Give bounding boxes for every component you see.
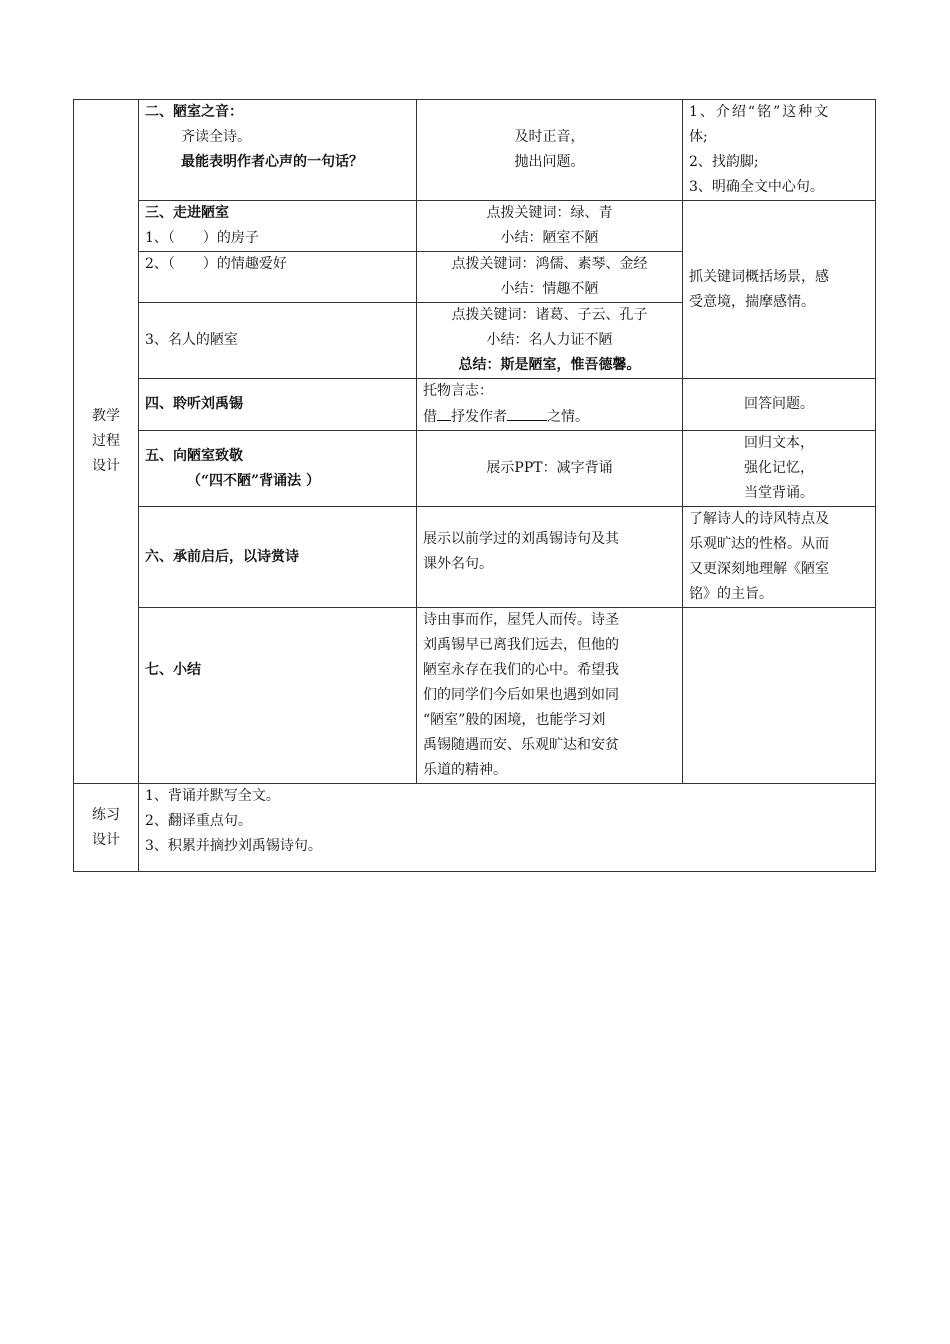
section-3-intent: [683, 201, 876, 379]
method-line: 陋室永存在我们的心中。希望我: [423, 662, 619, 678]
method-line: 展示PPT：减字背诵: [486, 460, 613, 476]
practice-content: [139, 784, 876, 872]
intent-line: 回答问题。: [744, 396, 814, 412]
method-line: 抛出问题。: [514, 154, 585, 170]
method-line: 托物言志：: [423, 383, 493, 399]
label-line: 练习: [92, 806, 120, 823]
section-3-summary: 总结：斯是陋室，惟吾德馨。: [458, 357, 641, 373]
section-5-intent: [683, 431, 876, 507]
intent-line: 当堂背诵。: [744, 485, 814, 501]
method-line: 小结：情趣不陋: [500, 281, 599, 297]
section-5-row: [74, 431, 876, 507]
intent-line: 体;: [689, 129, 708, 145]
section-7-content: [139, 608, 417, 784]
section-4-title: 四、聆听刘禹锡: [145, 396, 243, 412]
method-line: 点拨关键词：绿、青: [486, 205, 613, 221]
method-line: 刘禹锡早已离我们远去，但他的: [423, 637, 619, 653]
intent-line: 了解诗人的诗风特点及: [689, 511, 829, 527]
section-2-method: [417, 100, 683, 201]
intent-line: 2、找韵脚;: [689, 154, 759, 170]
method-line: 乐道的精神。: [423, 762, 507, 778]
section-2-content: [139, 100, 417, 201]
method-line: 禹锡随遇而安、乐观旷达和安贫: [423, 737, 619, 753]
lesson-plan-table: [73, 99, 876, 872]
method-line: 小结：名人力证不陋: [486, 332, 613, 348]
section-6-row: [74, 507, 876, 608]
section-7-row: [74, 608, 876, 784]
section-3-row-1: [74, 201, 876, 252]
section-7-intent: [683, 608, 876, 784]
section-2-line1: 齐读全诗。: [181, 129, 251, 145]
label-line: 教学: [92, 408, 120, 424]
section-6-content: [139, 507, 417, 608]
method-line: 们的同学们今后如果也遇到如同: [423, 687, 619, 703]
section-3-title: 三、走进陋室: [145, 205, 229, 221]
method-line: 及时正音，: [514, 129, 585, 145]
practice-item: 3、积累并摘抄刘禹锡诗句。: [145, 838, 322, 854]
method-line: 小结：陋室不陋: [500, 230, 599, 246]
method-line: 课外名句。: [423, 556, 493, 572]
blank-2[interactable]: [507, 404, 547, 421]
intent-line: 又更深刻地理解《陋室: [689, 561, 829, 577]
method-line: 展示以前学过的刘禹锡诗句及其: [423, 531, 619, 547]
section-2-title: 二、陋室之音：: [145, 104, 243, 120]
section-3-content-2: [139, 252, 417, 303]
section-7-method: [417, 608, 683, 784]
section-5-content: [139, 431, 417, 507]
section-3-item-2: 2、（ ）的情趣爱好: [145, 256, 287, 272]
method-line: 诗由事而作，屋凭人而传。诗圣: [423, 612, 619, 628]
section-3-method-1: [417, 201, 683, 252]
section-4-content: [139, 379, 417, 431]
intent-line: 强化记忆，: [744, 460, 814, 476]
section-3-item-3: 3、名人的陋室: [145, 332, 238, 348]
method-line: 点拨关键词：鸿儒、素琴、金经: [451, 256, 648, 272]
blank-1[interactable]: [437, 404, 451, 421]
practice-row: [74, 784, 876, 872]
section-5-title: 五、向陋室致敬: [145, 447, 243, 464]
intent-line: 抓关键词概括场景，感: [689, 268, 829, 285]
section-3-content-1: [139, 201, 417, 252]
practice-item: 1、背诵并默写全文。: [145, 788, 280, 804]
section-4-method: [417, 379, 683, 431]
section-7-title: 七、小结: [145, 662, 201, 678]
section-2-row: [74, 100, 876, 201]
method-line: 点拨关键词：诸葛、子云、孔子: [451, 307, 648, 323]
section-3-item-1: 1、（ ）的房子: [145, 230, 259, 246]
section-4-row: [74, 379, 876, 431]
section-6-method: [417, 507, 683, 608]
label-line: 过程: [92, 433, 120, 449]
section-4-intent: [683, 379, 876, 431]
section-6-title: 六、承前启后，以诗赏诗: [145, 548, 299, 565]
intent-line: 1、介绍“铭”这种文: [689, 104, 831, 120]
practice-item: 2、翻译重点句。: [145, 813, 252, 829]
section-6-intent: [683, 507, 876, 608]
section-5-subtitle: （“四不陋”背诵法 ）: [187, 472, 320, 489]
teaching-process-label: [74, 100, 139, 784]
practice-design-label: [74, 784, 139, 872]
intent-line: 3、明确全文中心句。: [689, 179, 824, 195]
method-line: “陋室”般的困境，也能学习刘: [423, 712, 606, 728]
label-line: 设计: [92, 458, 120, 474]
intent-line: 乐观旷达的性格。从而: [689, 536, 829, 552]
fill-blank-line: 借 抒发作者 之情。: [423, 404, 676, 430]
section-5-method: [417, 431, 683, 507]
intent-line: 受意境，揣摩感情。: [689, 293, 815, 310]
section-2-intent: [683, 100, 876, 201]
intent-line: 铭》的主旨。: [689, 586, 773, 602]
section-3-method-3: [417, 303, 683, 379]
section-3-content-3: [139, 303, 417, 379]
section-3-method-2: [417, 252, 683, 303]
section-2-line2: 最能表明作者心声的一句话？: [181, 154, 363, 170]
intent-line: 回归文本，: [744, 435, 814, 451]
label-line: 设计: [92, 831, 120, 848]
